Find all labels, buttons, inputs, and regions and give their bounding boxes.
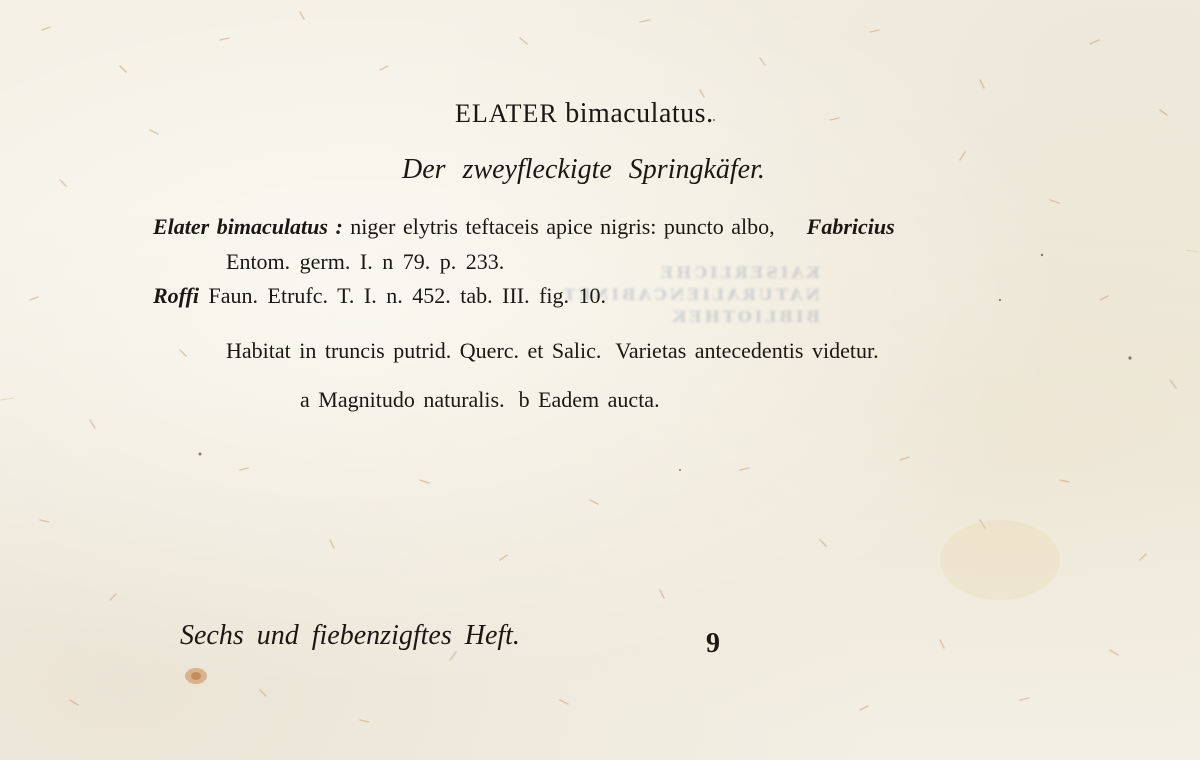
description-line <box>153 214 895 240</box>
rossi-name: Roffi <box>153 283 200 308</box>
figure-a: a Magnitudo naturalis. <box>300 387 505 412</box>
rossi-text: Faun. Etrufc. T. I. n. 452. tab. III. fig. 10. <box>199 283 607 308</box>
description-text: niger elytris teftaceis apice nigris: puncto albo, <box>342 214 775 239</box>
reference-line: Entom. germ. I. n 79. p. 233. <box>226 249 505 274</box>
bleed-through-stamp: KAISERLICHE NATURALIENCABINET BIBLIOTHEK <box>560 263 820 326</box>
habitat-line <box>226 338 879 364</box>
rossi-line <box>153 283 606 309</box>
habitat-text: Habitat in truncis putrid. Querc. et Salic. <box>226 338 602 363</box>
signature-mark: 9 <box>706 628 720 659</box>
issue-footer: Sechs und fiebenzigftes Heft. <box>180 620 520 651</box>
figure-b: b Eadem aucta. <box>518 387 660 412</box>
title-species: bimaculatus. <box>565 98 714 129</box>
page-title <box>455 98 714 130</box>
subtitle: Der zweyfleckigte Springkäfer. <box>402 154 765 185</box>
figures-line <box>300 387 660 413</box>
habitat-note: Varietas antecedentis videtur. <box>615 338 879 363</box>
species-name: Elater bimaculatus : <box>153 214 343 239</box>
author-name: Fabricius <box>806 214 895 239</box>
title-genus: ELATER <box>455 99 558 128</box>
